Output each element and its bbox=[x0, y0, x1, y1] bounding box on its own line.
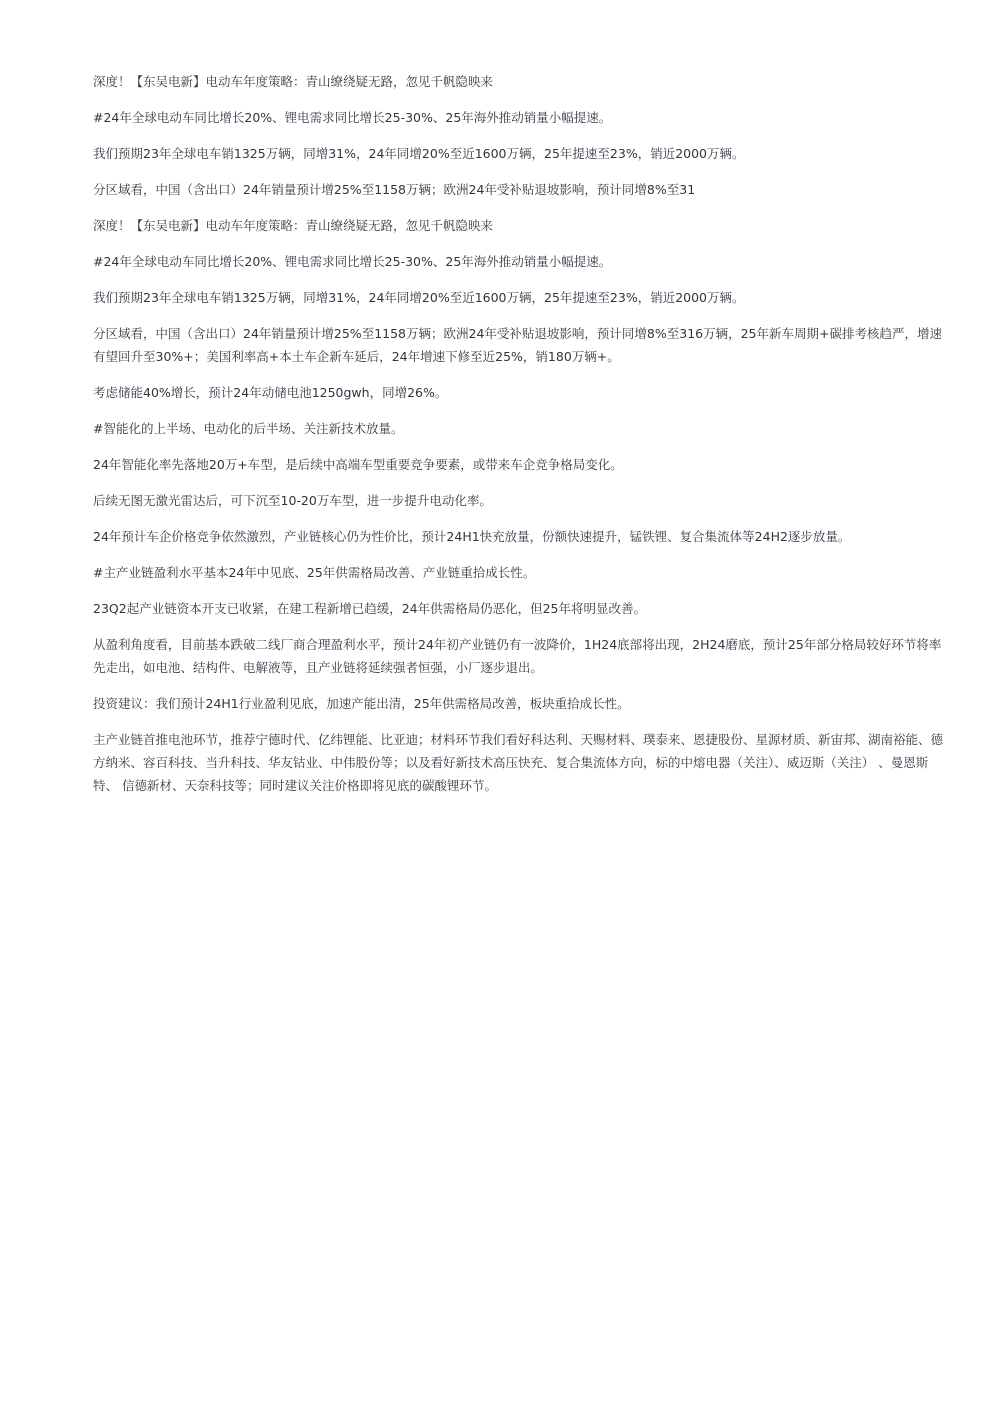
paragraph-profitability: 从盈利角度看，目前基本跌破二线厂商合理盈利水平，预计24年初产业链仍有一波降价，1H24底部将出现，2H24磨底，预计25年部分格局较好环节将率先走出，如电池、结构件、电解液等，且产业链将延续强者恒强，小厂逐步退出。 bbox=[93, 637, 942, 675]
paragraph-lidar: 后续无图无激光雷达后，可下沉至10-20万车型，进一步提升电动化率。 bbox=[93, 493, 492, 508]
paragraph-title-1: 深度！【东吴电新】电动车年度策略：青山缭绕疑无路，忽见千帆隐映来 bbox=[93, 74, 494, 89]
paragraph-region-truncated: 分区域看，中国（含出口）24年销量预计增25%至1158万辆；欧洲24年受补贴退坡影响，预计同增8%至31 bbox=[93, 182, 696, 197]
paragraph-forecast-1: 我们预期23年全球电车销1325万辆，同增31%，24年同增20%至近1600万辆，25年提速至23%，销近2000万辆。 bbox=[93, 146, 745, 161]
paragraph-recommendations: 主产业链首推电池环节，推荐宁德时代、亿纬锂能、比亚迪；材料环节我们看好科达利、天赐材料、璞泰来、恩捷股份、星源材质、新宙邦、湖南裕能、德方纳米、容百科技、当升科技、华友钴业、中伟股份等；以及看好新技术高压快充、复合集流体方向，标的中熔电器（关注）、威迈斯（关注） 、曼恩斯特、 信德新材、天奈科技等；同时建议关注价格即将见底的碳酸锂环节。 bbox=[93, 732, 944, 793]
paragraph-capex: 23Q2起产业链资本开支已收紧，在建工程新增已趋缓，24年供需格局仍恶化，但25年将明显改善。 bbox=[93, 601, 647, 616]
paragraph-forecast-2: 我们预期23年全球电车销1325万辆，同增31%，24年同增20%至近1600万辆，25年提速至23%，销近2000万辆。 bbox=[93, 290, 745, 305]
paragraph-headline-2: #24年全球电动车同比增长20%、锂电需求同比增长25-30%、25年海外推动销量小幅提速。 bbox=[93, 254, 612, 269]
paragraph-title-2: 深度！【东吴电新】电动车年度策略：青山缭绕疑无路，忽见千帆隐映来 bbox=[93, 218, 494, 233]
document-body bbox=[93, 70, 945, 810]
paragraph-profit-headline: #主产业链盈利水平基本24年中见底、25年供需格局改善、产业链重拾成长性。 bbox=[93, 565, 536, 580]
paragraph-smart-headline: #智能化的上半场、电动化的后半场、关注新技术放量。 bbox=[93, 421, 404, 436]
paragraph-storage: 考虑储能40%增长，预计24年动储电池1250gwh，同增26%。 bbox=[93, 385, 448, 400]
paragraph-investment-advice: 投资建议：我们预计24H1行业盈利见底，加速产能出清，25年供需格局改善，板块重拾成长性。 bbox=[93, 696, 630, 711]
paragraph-region-full: 分区域看，中国（含出口）24年销量预计增25%至1158万辆；欧洲24年受补贴退坡影响，预计同增8%至316万辆，25年新车周期+碳排考核趋严，增速有望回升至30%+；美国利率高+本土车企新车延后，24年增速下修至近25%，销180万辆+。 bbox=[93, 326, 942, 364]
paragraph-headline-1: #24年全球电动车同比增长20%、锂电需求同比增长25-30%、25年海外推动销量小幅提速。 bbox=[93, 110, 612, 125]
paragraph-price-competition: 24年预计车企价格竞争依然激烈，产业链核心仍为性价比，预计24H1快充放量，份额快速提升，锰铁锂、复合集流体等24H2逐步放量。 bbox=[93, 529, 851, 544]
paragraph-smart-rate: 24年智能化率先落地20万+车型，是后续中高端车型重要竞争要素，或带来车企竞争格局变化。 bbox=[93, 457, 623, 472]
